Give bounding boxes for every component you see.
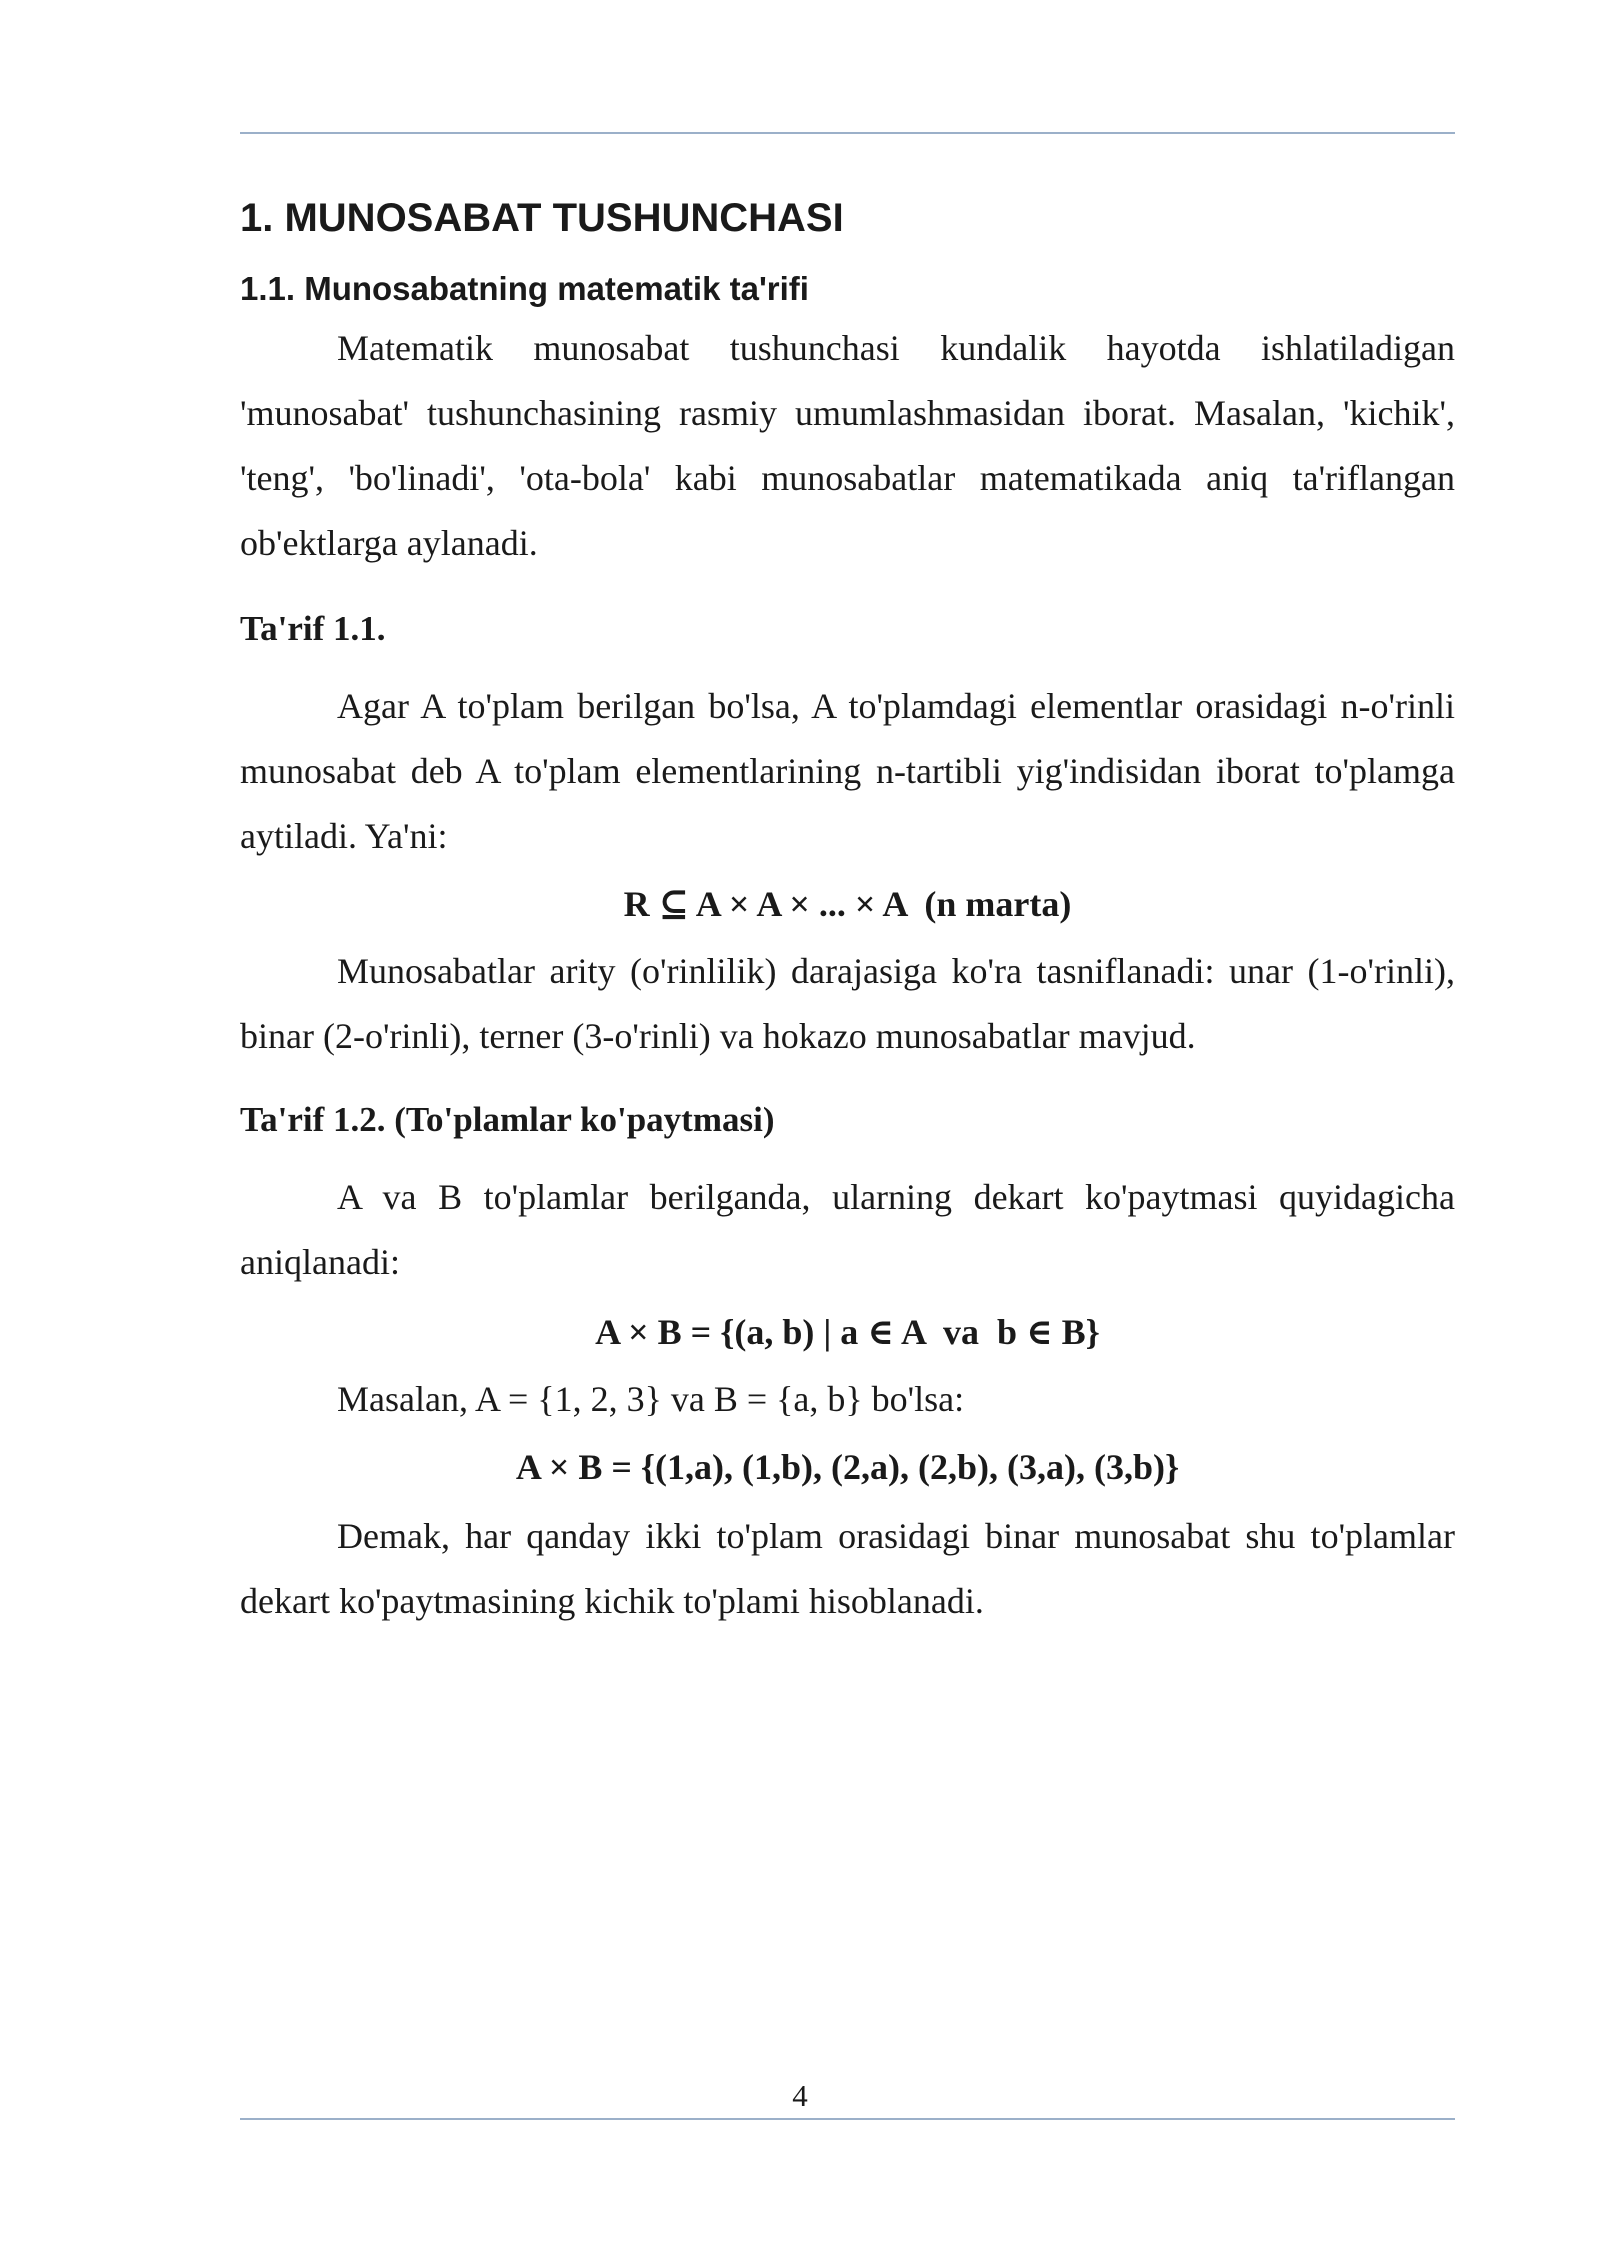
example-formula: A × B = {(1,a), (1,b), (2,a), (2,b), (3,a), (3,b)} bbox=[515, 1447, 1180, 1487]
subsection-heading: 1.1. Munosabatning matematik ta'rifi bbox=[240, 270, 809, 307]
intro-paragraph: Matematik munosabat tushunchasi kundalik hayotda ishlatiladigan 'munosabat' tushunchasining rasmiy umumlashmasidan iborat. Masalan, 'kichik', 'teng', 'bo'linadi', 'ota-bola' kabi munosabatlar matematikada aniq ta'riflangan ob'ektlarga aylanadi. bbox=[240, 328, 1455, 563]
definition-1-formula: R ⊆ A × A × ... × A (n marta) bbox=[623, 884, 1072, 924]
page-content bbox=[240, 190, 1455, 1634]
section-heading: 1. MUNOSABAT TUSHUNCHASI bbox=[240, 196, 844, 240]
arity-paragraph: Munosabatlar arity (o'rinlilik) darajasiga ko'ra tasniflanadi: unar (1-o'rinli), binar (2-o'rinli), terner (3-o'rinli) va hokazo munosabatlar mavjud. bbox=[240, 951, 1455, 1056]
page-number: 4 bbox=[792, 2078, 808, 2113]
header-rule bbox=[240, 132, 1455, 134]
example-line: Masalan, A = {1, 2, 3} va B = {a, b} bo'lsa: bbox=[337, 1379, 965, 1419]
definition-1-title: Ta'rif 1.1. bbox=[240, 609, 386, 648]
definition-2-title: Ta'rif 1.2. (To'plamlar ko'paytmasi) bbox=[240, 1100, 775, 1139]
definition-2-text: A va B to'plamlar berilganda, ularning dekart ko'paytmasi quyidagicha aniqlanadi: bbox=[240, 1177, 1455, 1282]
definition-2-formula: A × B = {(a, b) | a ∈ A va b ∈ B} bbox=[595, 1312, 1100, 1352]
definition-1-text: Agar A to'plam berilgan bo'lsa, A to'plamdagi elementlar orasidagi n-o'rinli munosabat deb A to'plam elementlarining n-tartibli yig'indisidan iborat to'plamga aytiladi. Ya'ni: bbox=[240, 686, 1455, 856]
footer-rule bbox=[240, 2118, 1455, 2120]
conclusion-paragraph: Demak, har qanday ikki to'plam orasidagi binar munosabat shu to'plamlar dekart ko'paytmasining kichik to'plami hisoblanadi. bbox=[240, 1516, 1455, 1621]
